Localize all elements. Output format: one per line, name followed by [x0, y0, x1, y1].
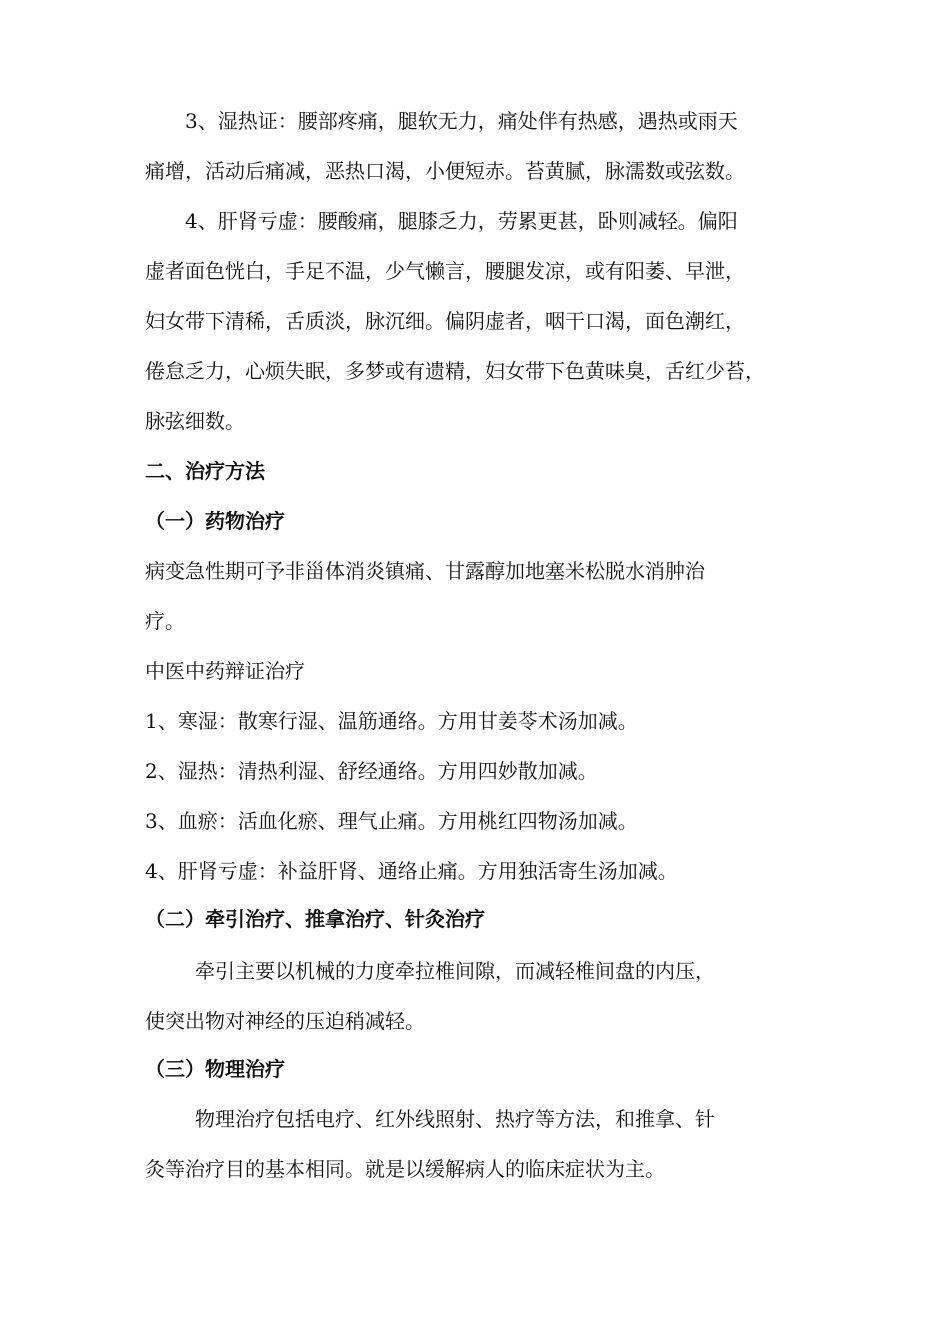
treatment-heading: 二、治疗方法	[145, 459, 265, 483]
tcm-item-1: 1、寒湿：散寒行湿、温筋通络。方用甘姜苓术汤加减。	[145, 709, 638, 733]
physio-heading: （三）物理治疗	[145, 1057, 285, 1081]
liver-kidney-line-5: 脉弦细数。	[145, 409, 245, 433]
physio-line-2: 灸等治疗目的基本相同。就是以缓解病人的临床症状为主。	[145, 1157, 665, 1181]
damp-heat-line-2: 痛增，活动后痛减，恶热口渴，小便短赤。苔黄腻，脉濡数或弦数。	[145, 159, 745, 183]
damp-heat-line-1: 3、湿热证：腰部疼痛，腿软无力，痛处伴有热感，遇热或雨天	[185, 109, 738, 133]
liver-kidney-line-3: 妇女带下清稀，舌质淡，脉沉细。偏阴虚者，咽干口渴，面色潮红，	[145, 309, 745, 333]
traction-line-1: 牵引主要以机械的力度牵拉椎间隙，而减轻椎间盘的内压，	[195, 959, 715, 983]
liver-kidney-line-2: 虚者面色恍白，手足不温，少气懒言，腰腿发凉，或有阳萎、早泄，	[145, 259, 745, 283]
tcm-item-4: 4、肝肾亏虚：补益肝肾、通络止痛。方用独活寄生汤加减。	[145, 859, 678, 883]
drug-therapy-line-1: 病变急性期可予非甾体消炎镇痛、甘露醇加地塞米松脱水消肿治	[145, 559, 705, 583]
liver-kidney-line-1: 4、肝肾亏虚：腰酸痛，腿膝乏力，劳累更甚，卧则减轻。偏阳	[185, 209, 738, 233]
tcm-item-3: 3、血瘀：活血化瘀、理气止痛。方用桃红四物汤加减。	[145, 809, 638, 833]
traction-heading: （二）牵引治疗、推拿治疗、针灸治疗	[145, 907, 485, 931]
tcm-item-2: 2、湿热：清热利湿、舒经通络。方用四妙散加减。	[145, 759, 598, 783]
traction-line-2: 使突出物对神经的压迫稍减轻。	[145, 1009, 425, 1033]
drug-therapy-line-2: 疗。	[145, 609, 185, 633]
tcm-heading: 中医中药辩证治疗	[145, 659, 305, 683]
drug-therapy-heading: （一）药物治疗	[145, 509, 285, 533]
liver-kidney-line-4: 倦怠乏力，心烦失眠，多梦或有遗精，妇女带下色黄味臭，舌红少苔，	[145, 359, 765, 383]
physio-line-1: 物理治疗包括电疗、红外线照射、热疗等方法，和推拿、针	[195, 1107, 715, 1131]
